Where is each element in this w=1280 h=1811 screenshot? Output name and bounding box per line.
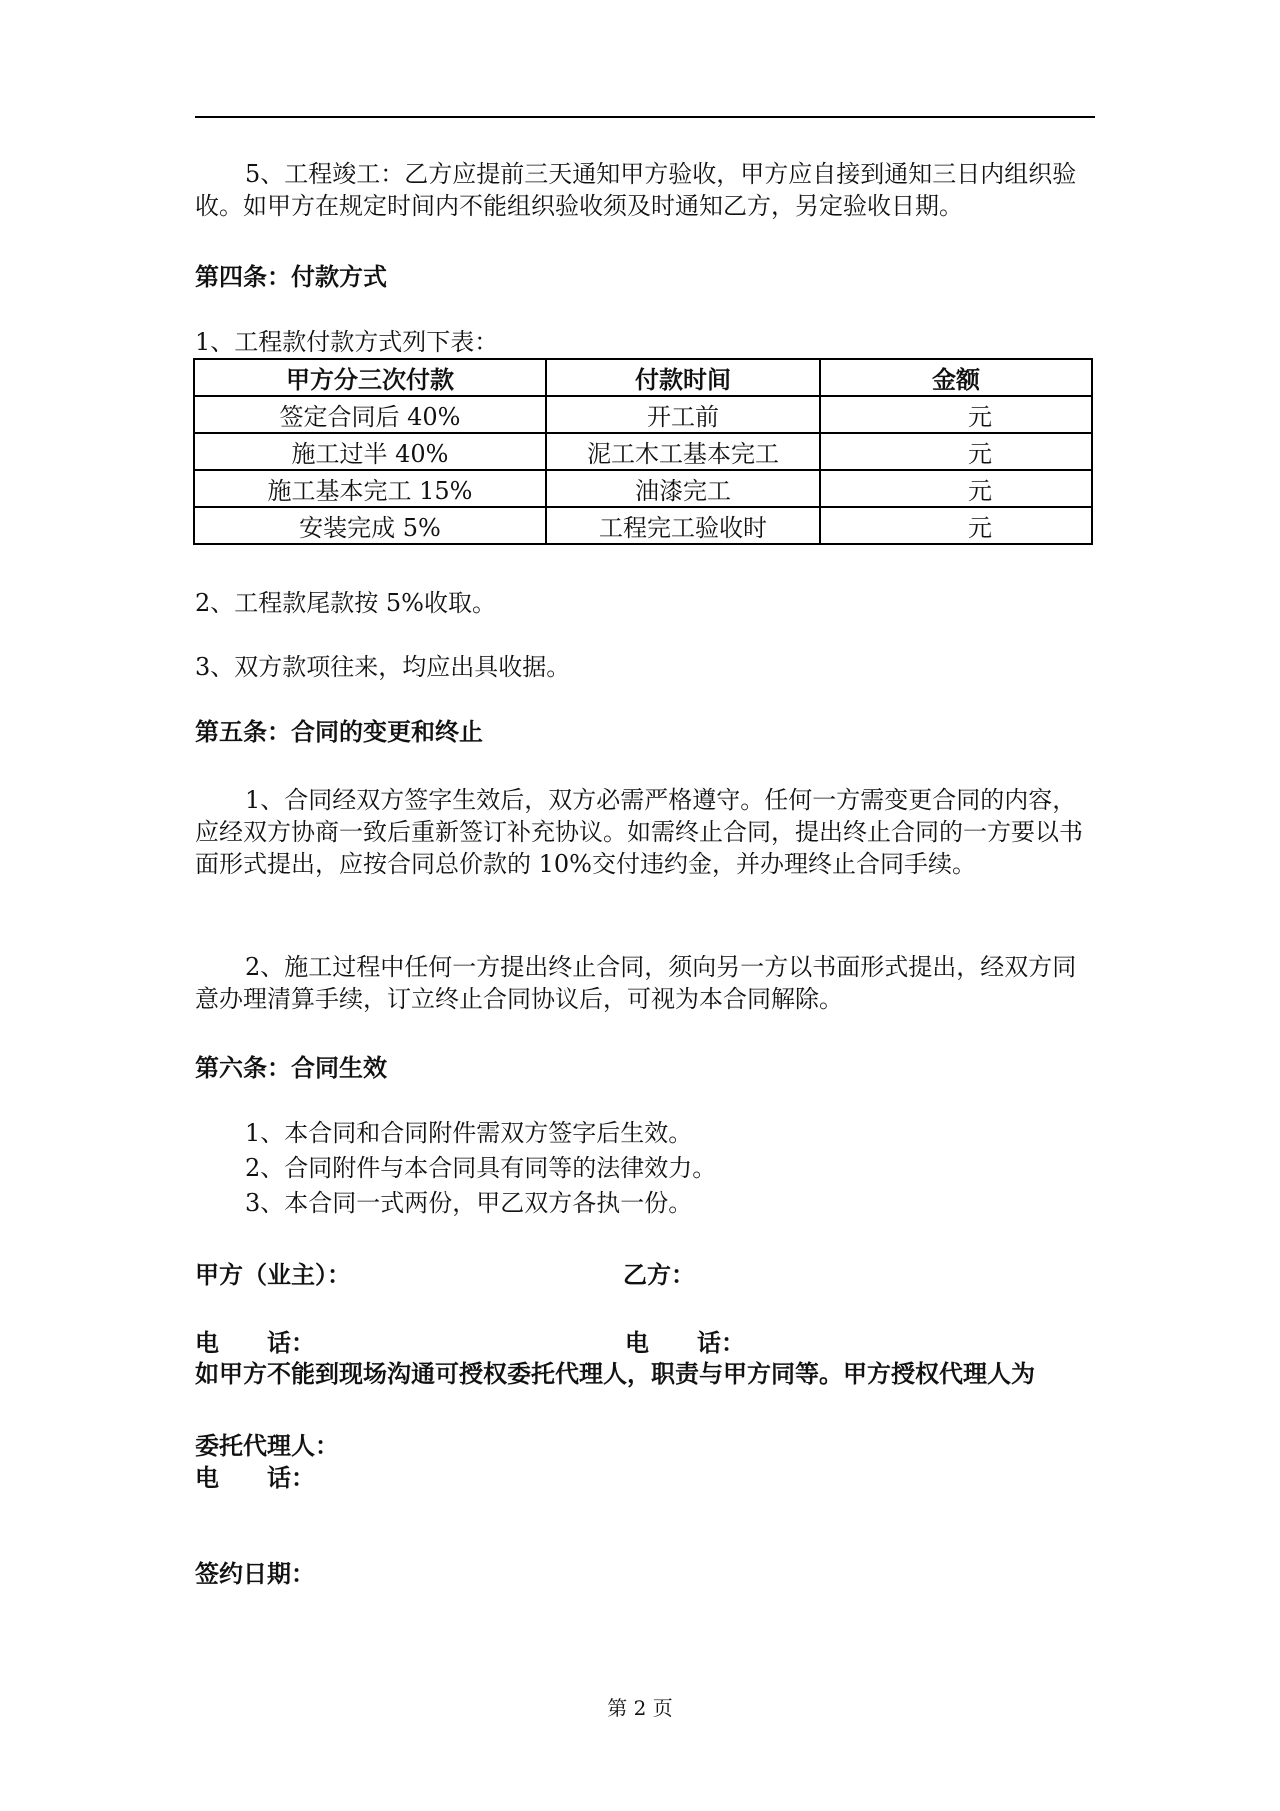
table-row	[194, 470, 1092, 507]
party-b-label: 乙方：	[623, 1260, 695, 1289]
section-5-item-1: 1、合同经双方签字生效后，双方必需严格遵守。任何一方需变更合同的内容，应经双方协商一致后重新签订补充协议。如需终止合同，提出终止合同的一方要以书面形式提出，应按合同总价款的 10%交付违约金，并办理终止合同手续。	[195, 786, 1083, 878]
section-6-item-1: 1、本合同和合同附件需双方签字后生效。	[245, 1119, 693, 1147]
cell-installment: 施工基本完工 15%	[194, 470, 546, 507]
proxy-phone: 电 话：	[195, 1463, 315, 1492]
table-header-row	[194, 359, 1092, 396]
party-a-label: 甲方（业主）：	[195, 1260, 351, 1289]
section-4-item-2: 2、工程款尾款按 5%收取。	[195, 589, 496, 617]
cell-payment-time: 油漆完工	[546, 470, 820, 507]
cell-amount: 元	[820, 433, 1092, 470]
cell-payment-time: 开工前	[546, 396, 820, 433]
section-6-item-3: 3、本合同一式两份，甲乙双方各执一份。	[245, 1189, 693, 1217]
section-6-title: 第六条：合同生效	[195, 1053, 387, 1082]
party-a-phone: 电 话：	[195, 1328, 315, 1357]
page-number: 第 2 页	[607, 1696, 673, 1720]
cell-amount: 元	[820, 396, 1092, 433]
cell-amount: 元	[820, 507, 1092, 544]
section-4-item-3: 3、双方款项往来，均应出具收据。	[195, 653, 571, 681]
clause-5-completion: 5、工程竣工：乙方应提前三天通知甲方验收，甲方应自接到通知三日内组织验收。如甲方在规定时间内不能组织验收须及时通知乙方，另定验收日期。	[195, 160, 1077, 220]
cell-payment-time: 工程完工验收时	[546, 507, 820, 544]
section-5-item-2: 2、施工过程中任何一方提出终止合同，须向另一方以书面形式提出，经双方同意办理清算手续，订立终止合同协议后，可视为本合同解除。	[195, 953, 1077, 1013]
cell-installment: 签定合同后 40%	[194, 396, 546, 433]
table-row	[194, 433, 1092, 470]
party-b-phone: 电 话：	[625, 1328, 745, 1357]
cell-payment-time: 泥工木工基本完工	[546, 433, 820, 470]
header-amount: 金额	[820, 359, 1092, 396]
header-installment: 甲方分三次付款	[194, 359, 546, 396]
section-4-item-1: 1、工程款付款方式列下表：	[195, 328, 499, 356]
cell-installment: 施工过半 40%	[194, 433, 546, 470]
section-5-title: 第五条：合同的变更和终止	[195, 717, 483, 746]
cell-installment: 安装完成 5%	[194, 507, 546, 544]
section-6-item-2: 2、合同附件与本合同具有同等的法律效力。	[245, 1154, 717, 1182]
payment-table	[193, 358, 1093, 545]
proxy-label: 委托代理人：	[195, 1431, 339, 1460]
sign-date-label: 签约日期：	[195, 1559, 315, 1588]
header-payment-time: 付款时间	[546, 359, 820, 396]
cell-amount: 元	[820, 470, 1092, 507]
proxy-authorization-note: 如甲方不能到现场沟通可授权委托代理人，职责与甲方同等。甲方授权代理人为	[195, 1359, 1035, 1388]
table-row	[194, 507, 1092, 544]
table-row	[194, 396, 1092, 433]
header-rule	[195, 116, 1095, 118]
section-4-title: 第四条：付款方式	[195, 262, 387, 291]
